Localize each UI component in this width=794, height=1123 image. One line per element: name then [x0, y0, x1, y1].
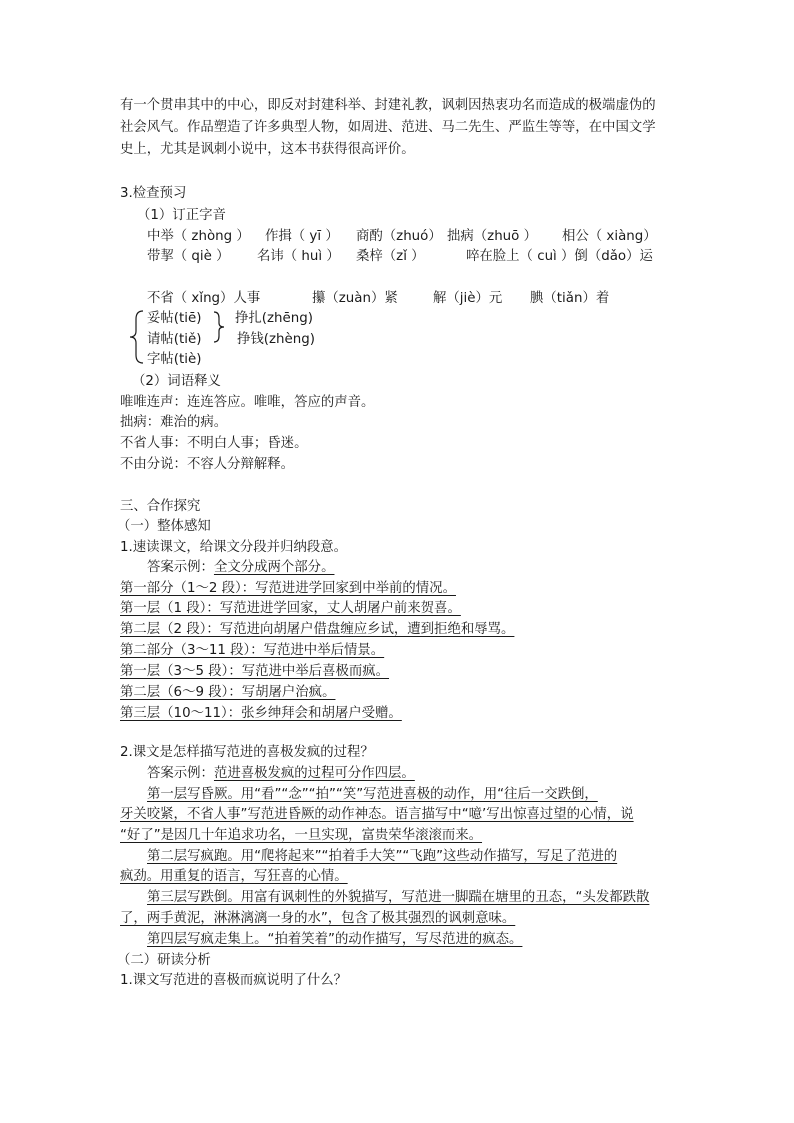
tie-item: 妥帖(tiē): [147, 311, 202, 326]
pinyin-item: 拙病（zhuō ）: [447, 229, 538, 244]
analysis-line: 牙关咬紧，不省人事”写范进昏厥的动作神态。语言描写中“噫’写出惊喜过望的心情，说: [120, 807, 634, 822]
definition-item: 唯唯连声：连连答应。唯唯，答应的声音。: [120, 395, 375, 410]
analysis-line: 了，两手黄泥，淋淋漓漓一身的水”，包含了极其强烈的讽刺意味。: [120, 911, 516, 926]
outline-item: 第二层（2 段）：写范进向胡屠户借盘缠应乡试，遭到拒绝和辱骂。: [120, 622, 515, 637]
question-2: 2.课文是怎样描写范进的喜极发疯的过程？: [120, 745, 374, 760]
analysis-line: 第一层写昏厥。用“看”“念”“拍”“笑”写范进喜极的动作，用“往后一交跌倒，: [147, 787, 598, 802]
left-brace-icon: [126, 309, 148, 365]
outline-item: 第一部分（1～2 段）：写范进进学回家到中举前的情况。: [120, 581, 456, 596]
intro-line-1: 有一个贯串其中的中心，即反对封建科举、封建礼教，讽刺因热衷功名而造成的极端虚伪的: [120, 98, 656, 113]
question-1: 1.速读课文，给课文分段并归纳段意。: [120, 540, 348, 555]
pinyin-item: 啐在脸上（ cuì ）倒（dǎo）运: [466, 249, 653, 264]
outline-item: 第二部分（3～11 段）：写范进中举后情景。: [120, 643, 385, 658]
section-heading: 三、合作探究: [120, 499, 201, 514]
analysis-line: “好了”是因几十年追求功名，一旦实现，富贵荣华滚滚而来。: [120, 828, 483, 843]
definition-item: 拙病：难治的病。: [120, 415, 228, 430]
intro-line-3: 史上，尤其是讽刺小说中，这本书获得很高评价。: [120, 142, 415, 157]
answer-text: 全文分成两个部分。: [213, 560, 335, 575]
tie-item: 字帖(tiè): [147, 352, 202, 367]
definitions-subheading: （2）词语释义: [132, 374, 221, 389]
pronunciation-subheading: （1）订正字音: [137, 208, 226, 223]
pinyin-item: 商酌（zhuó）: [356, 229, 442, 244]
pinyin-item: 名讳（ huì ）: [257, 249, 340, 264]
analysis-line: 第四层写疯走集上。“拍着笑着”的动作描写，写尽范进的疯态。: [147, 932, 523, 947]
pinyin-item: 带挈（ qiè ）: [147, 249, 230, 264]
zheng-item: 挣钱(zhèng): [237, 332, 315, 347]
answer-line: [147, 765, 415, 783]
subsection-heading: （一）整体感知: [117, 519, 211, 534]
pinyin-item: 解（jiè）元: [433, 291, 503, 306]
tie-item: 请帖(tiě): [147, 332, 202, 347]
subsection-heading: （二）研读分析: [117, 953, 211, 968]
outline-item: 第三层（10～11）：张乡绅拜会和胡屠户受赠。: [120, 706, 402, 721]
answer-line: [147, 559, 334, 577]
answer-text: 范进喜极发疯的过程可分作四层。: [213, 766, 415, 781]
outline-item: 第二层（6～9 段）：写胡屠户治疯。: [120, 685, 336, 700]
pinyin-item: 中举（ zhòng ）: [147, 229, 250, 244]
answer-label: 答案示例：: [147, 560, 214, 575]
answer-label: 答案示例：: [147, 766, 214, 781]
outline-item: 第一层（3～5 段）：写范进中举后喜极而疯。: [120, 664, 390, 679]
preview-heading: 3.检查预习: [120, 186, 187, 201]
intro-line-2: 社会风气。作品塑造了许多典型人物，如周进、范进、马二先生、严监生等等，在中国文学: [120, 120, 656, 135]
pinyin-item: 腆（tiǎn）着: [530, 291, 610, 306]
outline-item: 第一层（1 段）：写范进进学回家，丈人胡屠户前来贺喜。: [120, 601, 461, 616]
right-brace-icon: [212, 310, 226, 344]
analysis-line: 疯劲。用重复的语言，写狂喜的心情。: [120, 869, 348, 884]
pinyin-item: 桑梓（zǐ ）: [356, 249, 425, 264]
definition-item: 不省人事：不明白人事；昏迷。: [120, 436, 308, 451]
pinyin-item: 相公（ xiàng）: [562, 229, 657, 244]
definition-item: 不由分说：不容人分辩解释。: [120, 457, 295, 472]
pinyin-item: 不省（ xǐng）人事: [147, 291, 261, 306]
zheng-item: 挣扎(zhēng): [235, 311, 313, 326]
analysis-line: 第三层写跌倒。用富有讽刺性的外貌描写，写范进一脚踹在塘里的丑态，“头发都跌散: [147, 890, 650, 905]
analysis-line: 第二层写疯跑。用“爬将起来”“拍着手大笑”“飞跑”这些动作描写，写足了范进的: [147, 849, 618, 864]
question-3: 1.课文写范进的喜极而疯说明了什么？: [120, 973, 348, 988]
pinyin-item: 攥（zuàn）紧: [312, 291, 398, 306]
pinyin-item: 作揖（ yī ）: [265, 229, 339, 244]
